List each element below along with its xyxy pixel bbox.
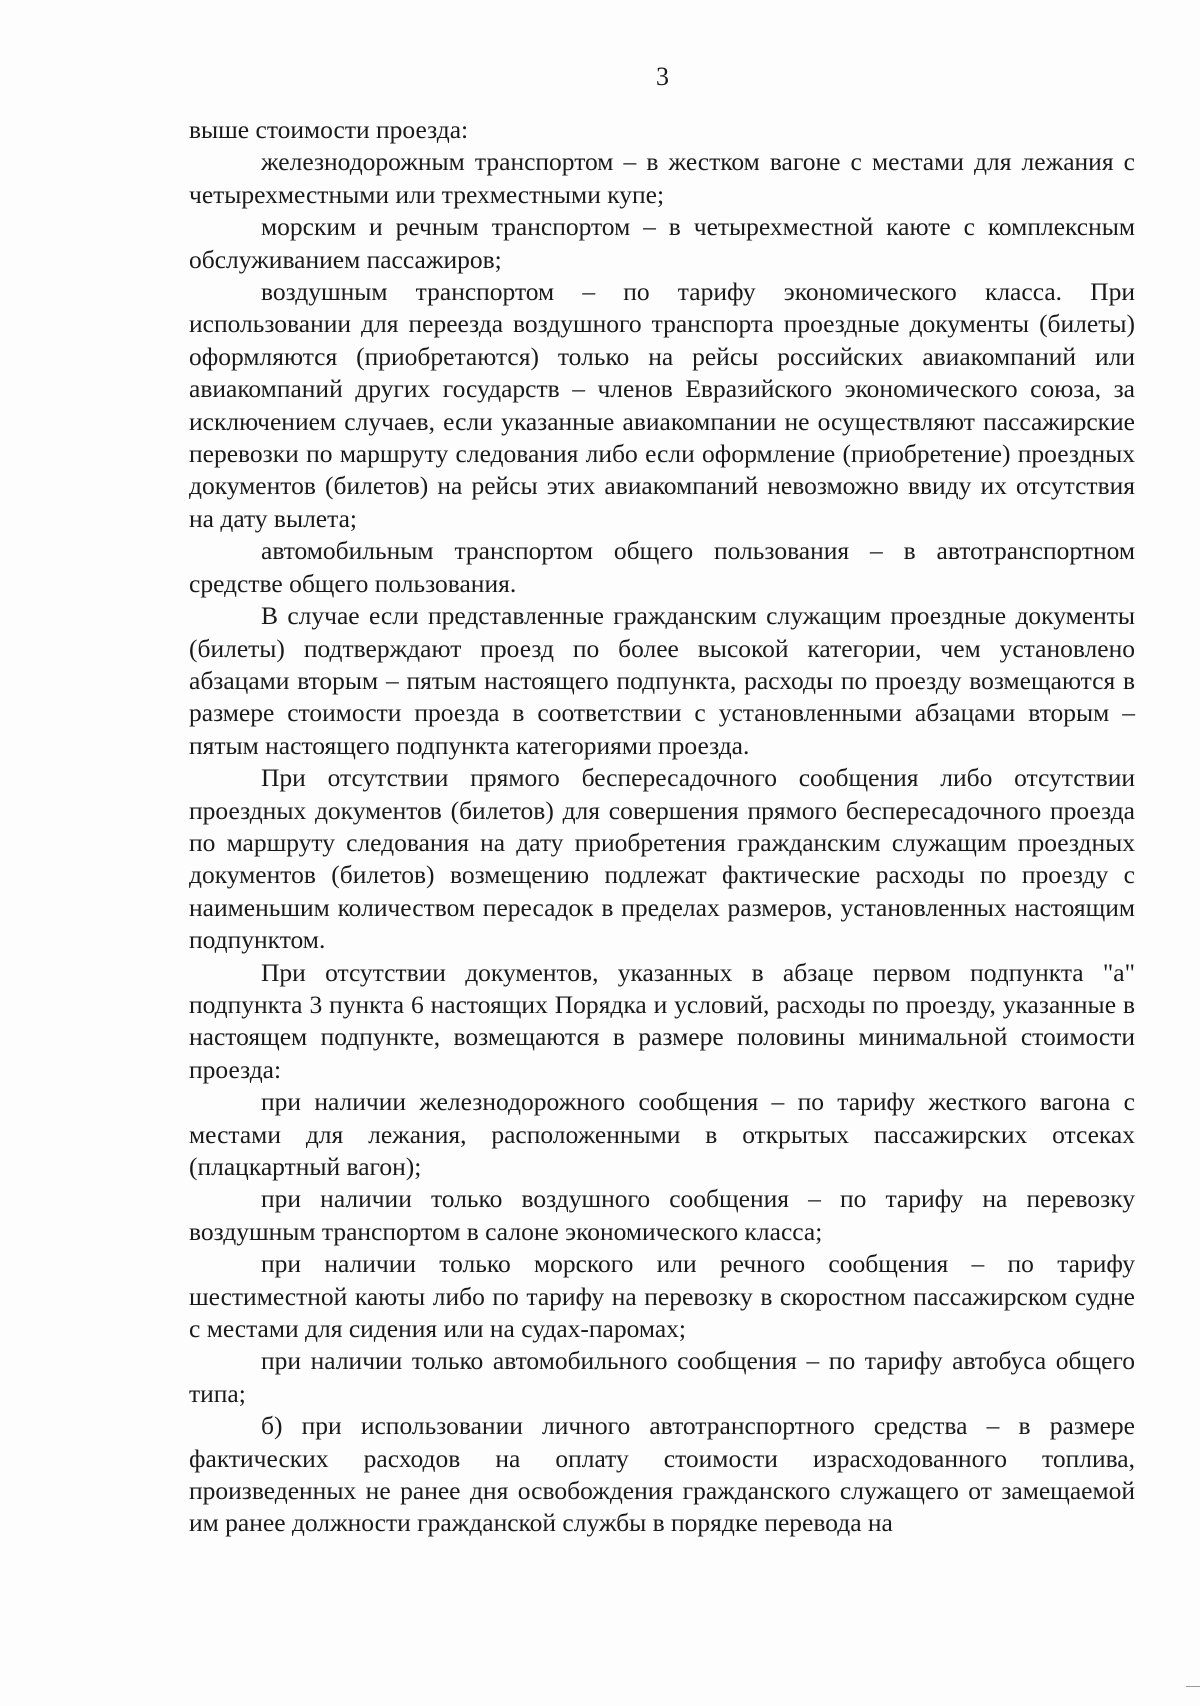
paragraph: В случае если представленные гражданским служащим проездные документы (билеты) подтверждают проезд по более высокой категории, чем установлено абзацами вторым – пятым настоящего подпункта, расходы по проезду возмещаются в размере стоимости проезда в соответствии с установленными абзацами вторым – пятым настоящего подпункта категориями проезда. [189, 601, 1135, 760]
document-body [189, 114, 1135, 1540]
paragraph: При отсутствии документов, указанных в абзаце первом подпункта "а" подпункта 3 пункта 6 настоящих Порядка и условий, расходы по проезду, указанные в настоящем подпункте, возмещаются в размере половины минимальной стоимости проезда: [189, 957, 1135, 1084]
paragraph: при наличии только морского или речного сообщения – по тарифу шестиместной каюты либо по тарифу на перевозку в скоростном пассажирском судне с местами для сидения или на судах-паромах; [189, 1249, 1135, 1344]
paragraph: автомобильным транспортом общего пользования – в автотранспортном средстве общего пользования. [189, 536, 1135, 598]
paragraph: при наличии железнодорожного сообщения – по тарифу жесткого вагона с местами для лежания, расположенными в открытых пассажирских отсеках (плацкартный вагон); [189, 1087, 1135, 1181]
paragraph: морским и речным транспортом – в четырехместной каюте с комплексным обслуживанием пассажиров; [189, 212, 1135, 274]
paragraph: выше стоимости проезда: [189, 115, 469, 144]
paragraph: При отсутствии прямого беспересадочного сообщения либо отсутствии проездных документов (билетов) для совершения прямого беспересадочного проезда по маршруту следования на дату приобретения гражданским служащим проездных документов (билетов) возмещению подлежат фактические расходы по проезду с наименьшим количеством пересадок в пределах размеров, установленных настоящим подпунктом. [189, 763, 1135, 955]
paragraph: б) при использовании личного автотранспортного средства – в размере фактических расходов на оплату стоимости израсходованного топлива, произведенных не ранее дня освобождения гражданского служащего от замещаемой им ранее должности гражданской службы в порядке перевода на [189, 1411, 1135, 1538]
paragraph: воздушным транспортом – по тарифу экономического класса. При использовании для переезда воздушного транспорта проездные документы (билеты) оформляются (приобретаются) только на рейсы российских авиакомпаний или авиакомпаний других государств – членов Евразийского экономического союза, за исключением случаев, если указанные авиакомпании не осуществляют пассажирские перевозки по маршруту следования либо если оформление (приобретение) проездных документов (билетов) на рейсы этих авиакомпаний невозможно ввиду их отсутствия на дату вылета; [189, 277, 1135, 533]
paragraph: железнодорожным транспортом – в жестком вагоне с местами для лежания с четырехместными или трехместными купе; [189, 147, 1135, 209]
page-number: 3 [656, 62, 669, 91]
paragraph: при наличии только автомобильного сообщения – по тарифу автобуса общего типа; [189, 1346, 1135, 1408]
paragraph: при наличии только воздушного сообщения – по тарифу на перевозку воздушным транспортом в салоне экономического класса; [189, 1184, 1135, 1246]
scan-edge-mark [1186, 1686, 1200, 1687]
